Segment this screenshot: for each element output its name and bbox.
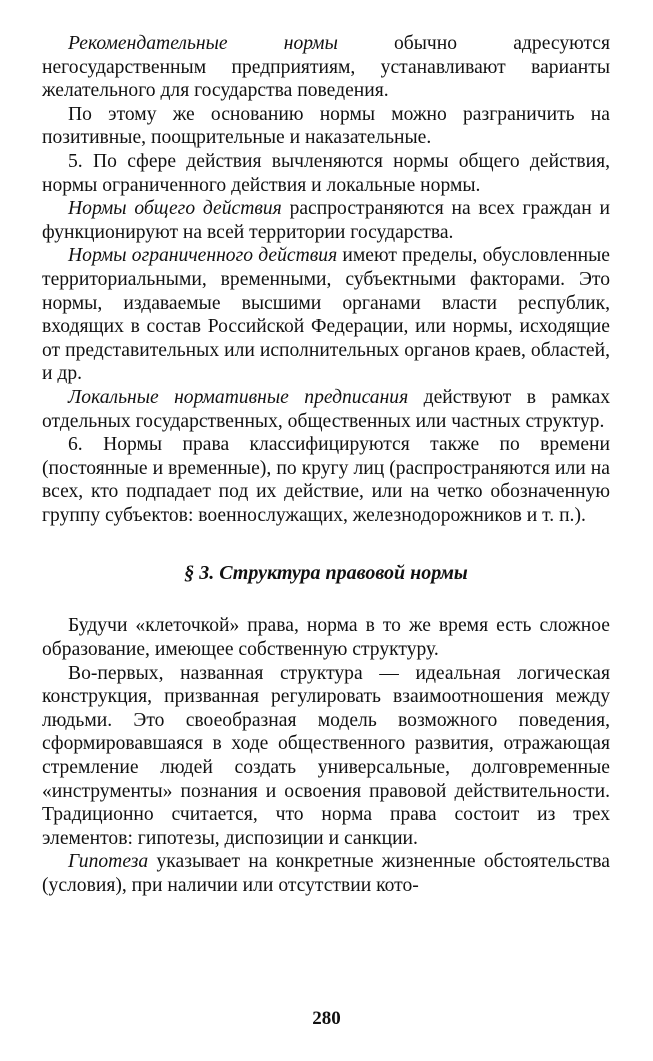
paragraph-text: распространяются на всех граждан и функционируют на всей территории государства. bbox=[42, 198, 610, 243]
paragraph-text: указывает на конкретные жизненные обстоятельства (условия), при наличии или отсутствии кото- bbox=[42, 851, 610, 896]
section-heading bbox=[42, 561, 610, 585]
italic-term: Локальные нормативные предписания bbox=[68, 386, 409, 408]
paragraph-text: 6. Нормы права классифицируются также по времени (постоянные и временные), по кругу лиц (распространяются или на всех, кто подпадает под их действие, или на четко обозначенную группу субъектов: военнослужащих, железнодорожников и т. п.). bbox=[42, 434, 610, 526]
paragraph-scope-classification bbox=[42, 150, 610, 197]
italic-term: Гипотеза bbox=[68, 851, 149, 873]
paragraph-time-classification bbox=[42, 433, 610, 527]
paragraph-text: Будучи «клеточкой» права, норма в то же время есть сложное образование, имеющее собственную структуру. bbox=[42, 615, 610, 661]
paragraph-local-norms bbox=[42, 386, 610, 433]
paragraph-text: Во-первых, названная структура — идеальная логическая конструкция, призванная регулировать взаимоотношения между людьми. Это своеобразная модель возможного поведения, сформировавшаяся в ходе общественного развития, отражающая стремление людей создать универсальные, долговременные «инструменты» познания и освоения правовой действительности. Традиционно считается, что норма права состоит из трех элементов: гипотезы, диспозиции и санкции. bbox=[42, 662, 610, 849]
document-page bbox=[42, 32, 610, 898]
italic-term: Нормы ограниченного действия bbox=[68, 245, 338, 267]
paragraph-hypothesis bbox=[42, 850, 610, 897]
paragraph-text: 5. По сфере действия вычленяются нормы общего действия, нормы ограниченного действия и локальные нормы. bbox=[42, 150, 610, 196]
section-title: Структура правовой нормы bbox=[219, 562, 468, 585]
italic-term: Нормы общего действия bbox=[68, 198, 282, 220]
paragraph-general-norms bbox=[42, 197, 610, 244]
paragraph-norm-as-cell bbox=[42, 614, 610, 661]
paragraph-text: По этому же основанию нормы можно разграничить на позитивные, поощрительные и наказательные. bbox=[42, 103, 610, 149]
section-number: § 3. bbox=[184, 562, 215, 585]
paragraph-limited-norms bbox=[42, 244, 610, 386]
page-number: 280 bbox=[312, 1008, 341, 1029]
paragraph-recommendatory-norms bbox=[42, 32, 610, 103]
paragraph-text: имеют пределы, обусловленные территориальными, временными, субъектными факторами. Это нормы, издаваемые высшими органами власти республик, входящих в состав Российской Федерации, или нормы, исходящие от представительных или исполнительных органов краев, областей, и др. bbox=[42, 245, 610, 385]
paragraph-text: обычно адресуются негосударственным предприятиям, устанавливают варианты желательного для государства поведения. bbox=[42, 33, 611, 102]
paragraph-positive-norms bbox=[42, 103, 610, 150]
paragraph-structure-logical bbox=[42, 662, 610, 851]
paragraph-text: действуют в рамках отдельных государственных, общественных или частных структур. bbox=[42, 386, 610, 432]
italic-term: Рекомендательные нормы bbox=[68, 33, 338, 54]
